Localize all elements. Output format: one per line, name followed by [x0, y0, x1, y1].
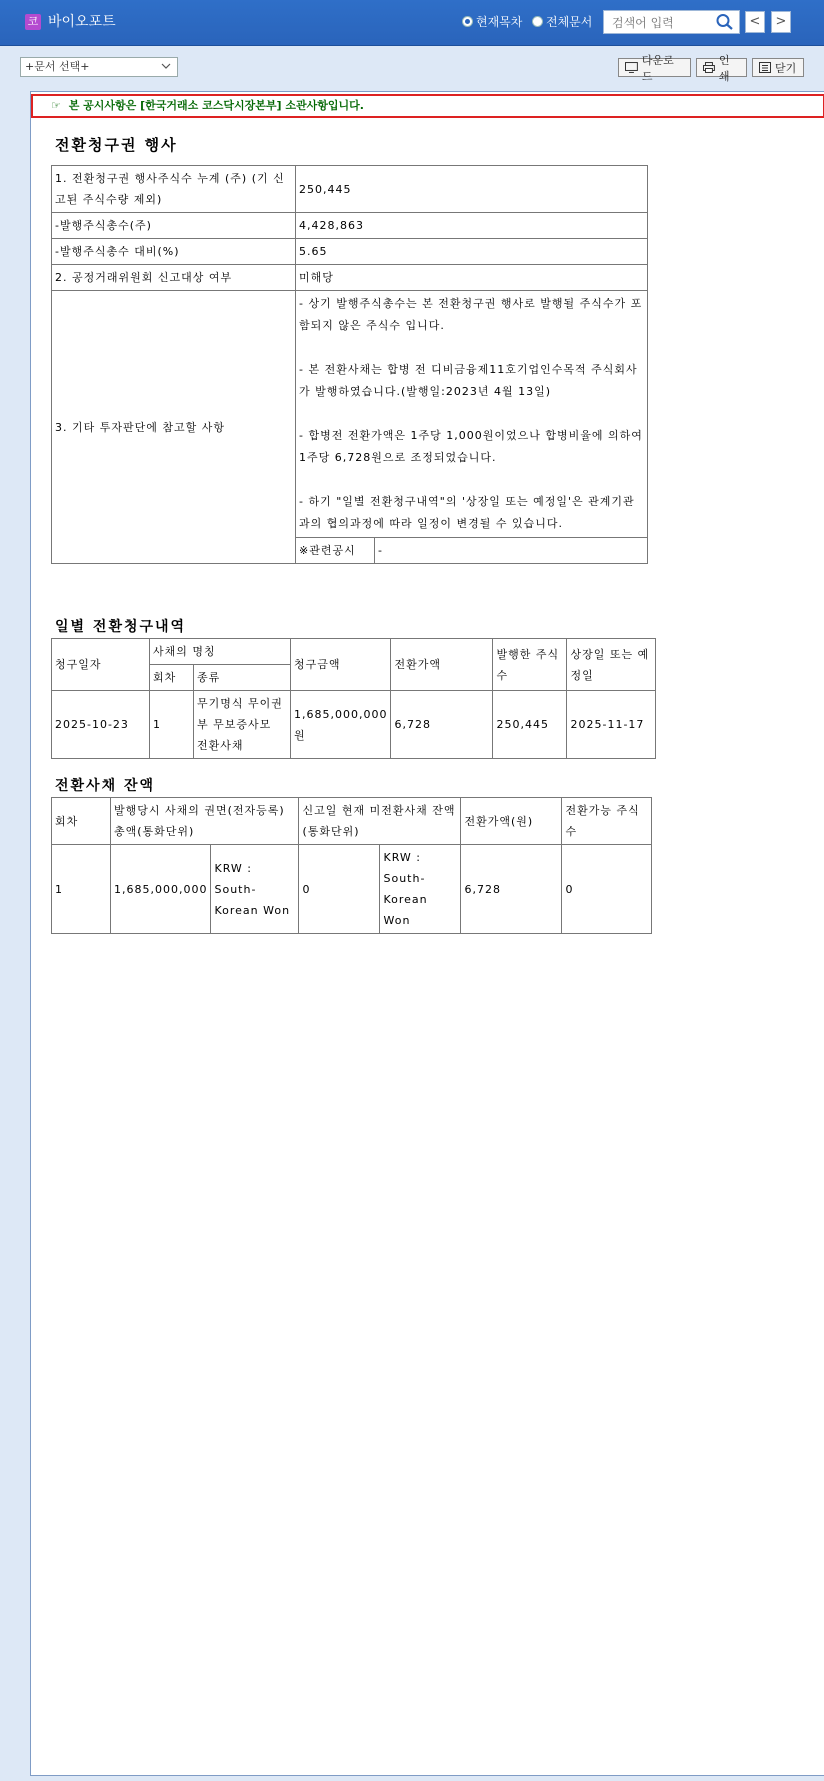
table-row — [52, 239, 648, 265]
cell-issue-currency: KRW : South-Korean Won — [211, 845, 299, 934]
cell-price: 6,728 — [461, 845, 562, 934]
company-name: 바이오포트 — [48, 14, 116, 30]
cell-remaining-amount: 0 — [299, 845, 380, 934]
note-paragraph: - 하기 "일별 전환청구내역"의 '상장일 또는 예정일'은 관계기관과의 협의과정에 따라 일정이 변경될 수 있습니다. — [299, 495, 635, 530]
cell-convertible-shares: 0 — [562, 845, 652, 934]
document-close-icon — [759, 62, 771, 73]
table-row — [52, 166, 648, 213]
row-label: -발행주식총수 대비(%) — [52, 239, 296, 265]
close-label: 닫기 — [775, 61, 797, 75]
cell-kind: 무기명식 무이권부 무보증사모 전환사채 — [194, 691, 291, 759]
row-value: 250,445 — [296, 166, 648, 213]
row-value: 미해당 — [296, 265, 648, 291]
header-cell: 전환가능 주식수 — [562, 798, 652, 845]
table-header-row — [52, 639, 656, 665]
document-select[interactable] — [20, 57, 178, 77]
row-value: 5.65 — [296, 239, 648, 265]
chevron-right-icon: > — [775, 14, 787, 29]
search-icon[interactable] — [715, 13, 735, 31]
note-paragraph: - 상기 발행주식총수는 본 전환청구권 행사로 발행될 주식수가 포함되지 않은 주식수 입니다. — [299, 297, 643, 332]
header-cell: 회차 — [52, 798, 111, 845]
section-title-daily-claims: 일별 전환청구내역 — [55, 619, 187, 635]
bond-balance-table — [51, 797, 652, 934]
radio-all-documents[interactable] — [532, 13, 592, 30]
table-row — [52, 845, 652, 934]
monitor-download-icon — [625, 62, 638, 73]
notice-banner — [31, 94, 824, 118]
cell-shares: 250,445 — [493, 691, 567, 759]
header-cell: 전환가액(원) — [461, 798, 562, 845]
header-cell: 회차 — [150, 665, 194, 691]
cell-amount: 1,685,000,000원 — [291, 691, 391, 759]
table-row — [52, 291, 648, 538]
table-row — [52, 691, 656, 759]
cell-issue-amount: 1,685,000,000 — [111, 845, 211, 934]
search-box[interactable] — [603, 10, 740, 34]
header-cell: 사채의 명칭 — [150, 639, 291, 665]
radio-all-label: 전체문서 — [546, 15, 593, 29]
header-cell: 청구일자 — [52, 639, 150, 691]
radio-checked-icon[interactable] — [462, 16, 473, 27]
cell-price: 6,728 — [391, 691, 493, 759]
document-frame — [30, 91, 824, 1776]
company-logo-icon: 코 — [25, 14, 41, 30]
related-disclosure-value: - — [375, 538, 648, 564]
row-label: -발행주식총수(주) — [52, 213, 296, 239]
header-cell: 청구금액 — [291, 639, 391, 691]
header-cell: 종류 — [194, 665, 291, 691]
download-label: 다운로드 — [641, 53, 674, 83]
section-title-bond-balance: 전환사채 잔액 — [55, 778, 156, 794]
print-label: 인쇄 — [718, 53, 730, 83]
prev-button[interactable] — [745, 11, 765, 33]
header-cell: 전환가액 — [391, 639, 493, 691]
next-button[interactable] — [771, 11, 791, 33]
table-header-row — [52, 798, 652, 845]
print-button[interactable] — [696, 53, 747, 83]
daily-claims-table — [51, 638, 656, 759]
table-row — [52, 265, 648, 291]
cell-remaining-currency: KRW : South-Korean Won — [380, 845, 461, 934]
pointing-hand-icon: ☞ — [51, 99, 61, 112]
header-cell: 발행한 주식수 — [493, 639, 567, 691]
table-row — [52, 213, 648, 239]
section-title-conversion-exercise: 전환청구권 행사 — [55, 136, 178, 154]
notice-text: 본 공시사항은 [한국거래소 코스닥시장본부] 소관사항입니다. — [68, 99, 364, 112]
row-label: 1. 전환청구권 행사주식수 누계 (주) (기 신고된 주식수량 제외) — [52, 166, 296, 213]
printer-icon — [703, 62, 715, 73]
close-button[interactable] — [752, 58, 804, 77]
row-label: 3. 기타 투자판단에 참고할 사항 — [52, 291, 296, 564]
toolbar — [0, 46, 824, 88]
chevron-down-icon — [161, 61, 171, 71]
cell-round: 1 — [150, 691, 194, 759]
header-cell: 신고일 현재 미전환사채 잔액 (통화단위) — [299, 798, 461, 845]
document-select-value: +문서 선택+ — [25, 60, 90, 73]
cell-round: 1 — [52, 845, 111, 934]
notes-cell — [296, 291, 648, 538]
top-bar — [0, 0, 824, 46]
download-button[interactable] — [618, 53, 691, 83]
note-paragraph: - 합병전 전환가액은 1주당 1,000원이었으나 합병비율에 의하여 1주당 6,728원으로 조정되었습니다. — [299, 429, 643, 464]
radio-current-label: 현재목차 — [476, 15, 523, 29]
row-label: 2. 공정거래위원회 신고대상 여부 — [52, 265, 296, 291]
note-paragraph: - 본 전환사채는 합병 전 디비금융제11호기업인수목적 주식회사가 발행하였습니다.(발행일:2023년 4월 13일) — [299, 363, 638, 398]
cell-date: 2025-10-23 — [52, 691, 150, 759]
radio-current-section[interactable] — [462, 13, 522, 30]
chevron-left-icon: < — [749, 14, 761, 29]
cell-listing: 2025-11-17 — [567, 691, 656, 759]
header-cell: 상장일 또는 예정일 — [567, 639, 656, 691]
radio-unchecked-icon[interactable] — [532, 16, 543, 27]
row-value: 4,428,863 — [296, 213, 648, 239]
related-disclosure-label: ※관련공시 — [296, 538, 375, 564]
conversion-exercise-table — [51, 165, 648, 564]
header-cell: 발행당시 사채의 권면(전자등록)총액(통화단위) — [111, 798, 299, 845]
search-input[interactable] — [610, 12, 714, 34]
